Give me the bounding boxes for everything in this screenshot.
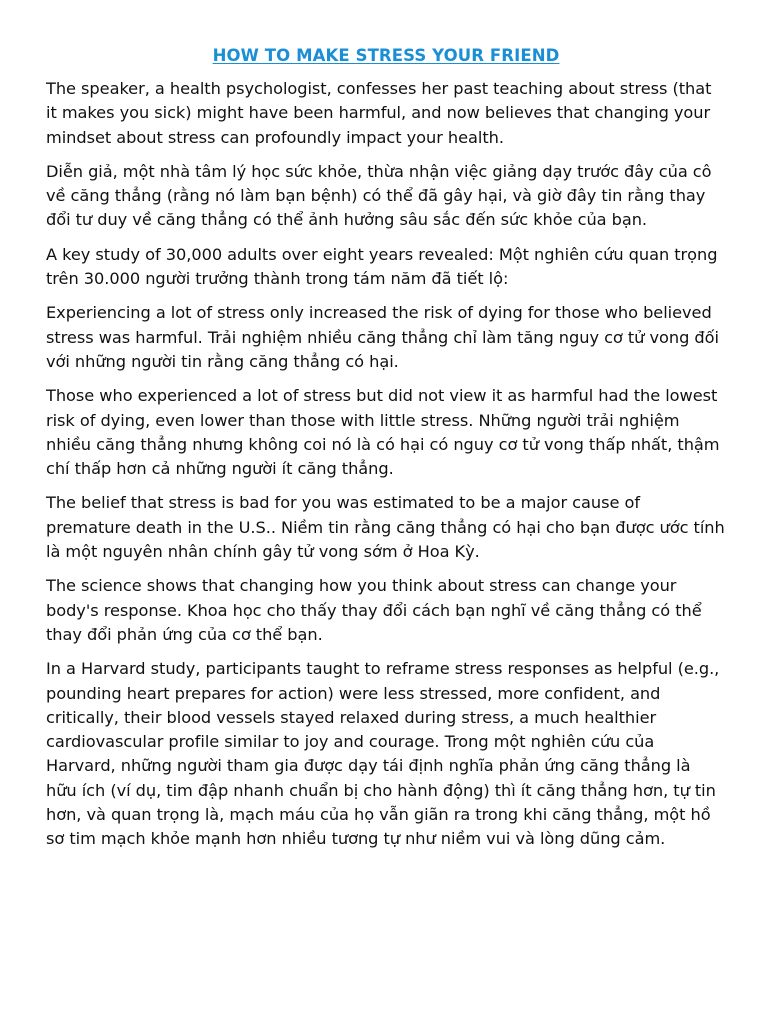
paragraph-2: Diễn giả, một nhà tâm lý học sức khỏe, thừa nhận việc giảng dạy trước đây của cô về căng thẳng (rằng nó làm bạn bệnh) có thể đã gây hại, và giờ đây tin rằng thay đổi tư duy về căng thẳng có thể ảnh hưởng sâu sắc đến sức khỏe của bạn. — [46, 161, 712, 230]
paragraph-3: A key study of 30,000 adults over eight years revealed: Một nghiên cứu quan trọng trên 30.000 người trưởng thành trong tám năm đã tiết lộ: — [46, 244, 718, 289]
document-title: HOW TO MAKE STRESS YOUR FRIEND — [212, 46, 560, 65]
paragraph-4: Experiencing a lot of stress only increased the risk of dying for those who believed stress was harmful. Trải nghiệm nhiều căng thẳng chỉ làm tăng nguy cơ tử vong đối với những người tin rằng căng thẳng có hại. — [46, 303, 719, 371]
document-page — [46, 44, 726, 862]
paragraph-1: The speaker, a health psychologist, confesses her past teaching about stress (that it makes you sick) might have been harmful, and now believes that changing your mindset about stress can profoundly impact your health. — [46, 79, 712, 147]
paragraph-6: The belief that stress is bad for you was estimated to be a major cause of premature death in the U.S.. Niềm tin rằng căng thẳng có hại cho bạn được ước tính là một nguyên nhân chính gây tử vong sớm ở Hoa Kỳ. — [46, 493, 725, 562]
paragraph-7: The science shows that changing how you think about stress can change your body's response. Khoa học cho thấy thay đổi cách bạn nghĩ về căng thẳng có thể thay đổi phản ứng của cơ thể bạn. — [46, 576, 702, 644]
paragraph-5: Those who experienced a lot of stress but did not view it as harmful had the lowest risk of dying, even lower than those with little stress. Những người trải nghiệm nhiều căng thẳng nhưng không coi nó là có hại có nguy cơ tử vong thấp nhất, thậm chí thấp hơn cả những người ít căng thẳng. — [46, 386, 720, 479]
paragraph-8: In a Harvard study, participants taught to reframe stress responses as helpful (e.g., pounding heart prepares for action) were less stressed, more confident, and critically, their blood vessels stayed relaxed during stress, a much healthier cardiovascular profile similar to joy and courage. Trong một nghiên cứu của Harvard, những người tham gia được dạy tái định nghĩa phản ứng căng thẳng là hữu ích (ví dụ, tim đập nhanh chuẩn bị cho hành động) thì ít căng thẳng hơn, tự tin hơn, và quan trọng là, mạch máu của họ vẫn giãn ra trong khi căng thẳng, một hồ sơ tim mạch khỏe mạnh hơn nhiều tương tự như niềm vui và lòng dũng cảm. — [46, 659, 720, 849]
